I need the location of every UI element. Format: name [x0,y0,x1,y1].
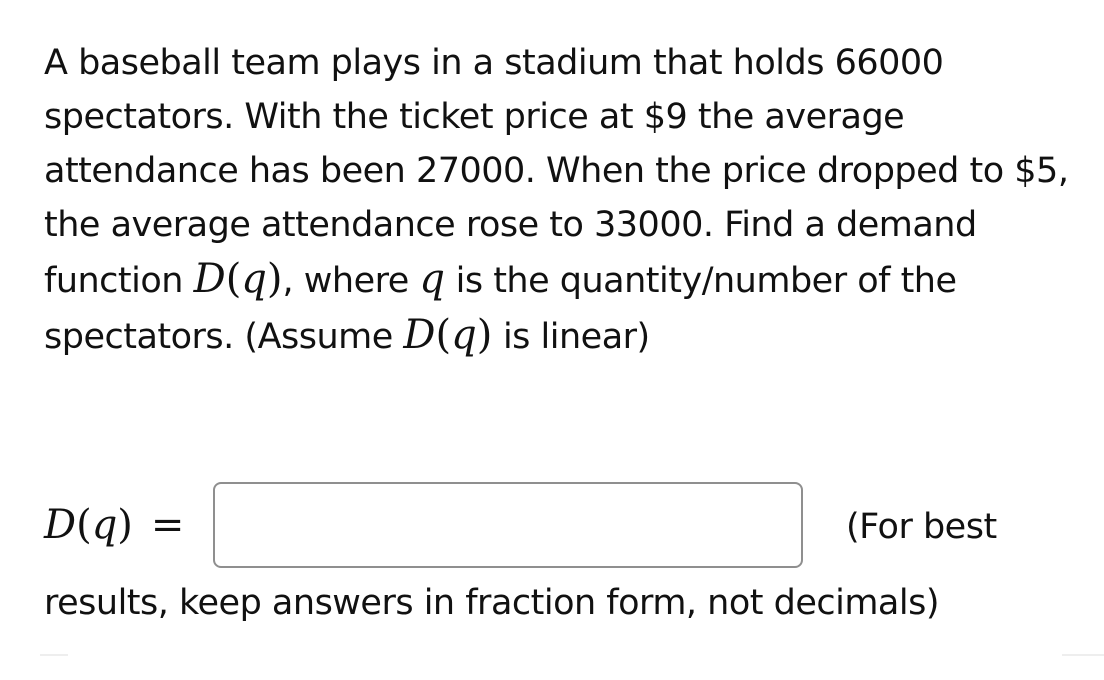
answer-hint-part-2: results, keep answers in fraction form, not decimals) [44,583,939,623]
divider-right [1062,654,1104,656]
answer-hint-part-1: (For best [846,507,997,547]
question-prompt [44,36,1100,364]
question-text-part-4: is linear) [492,317,650,357]
demand-function-expression: D(q) [193,256,283,302]
divider-left [40,654,68,656]
question-text-part-2: , where [282,261,420,301]
question-text-part-1: A baseball team plays in a stadium that holds 66000 spectators. With the ticket price at $9 the average attendance has been 27000. When the price dropped to $5, the average attendance rose to 33000. Find a demand function [44,43,1069,301]
equals-sign: = [150,502,185,548]
answer-row [44,482,1044,572]
question-text [44,36,1100,364]
variable-q: q [419,256,445,302]
answer-input[interactable] [213,482,803,568]
question-text-part-3: is the quantity/number of the spectators. (Assume [44,261,957,357]
demand-function-expression: D(q) [403,312,493,358]
answer-label: D(q) = [44,502,185,548]
